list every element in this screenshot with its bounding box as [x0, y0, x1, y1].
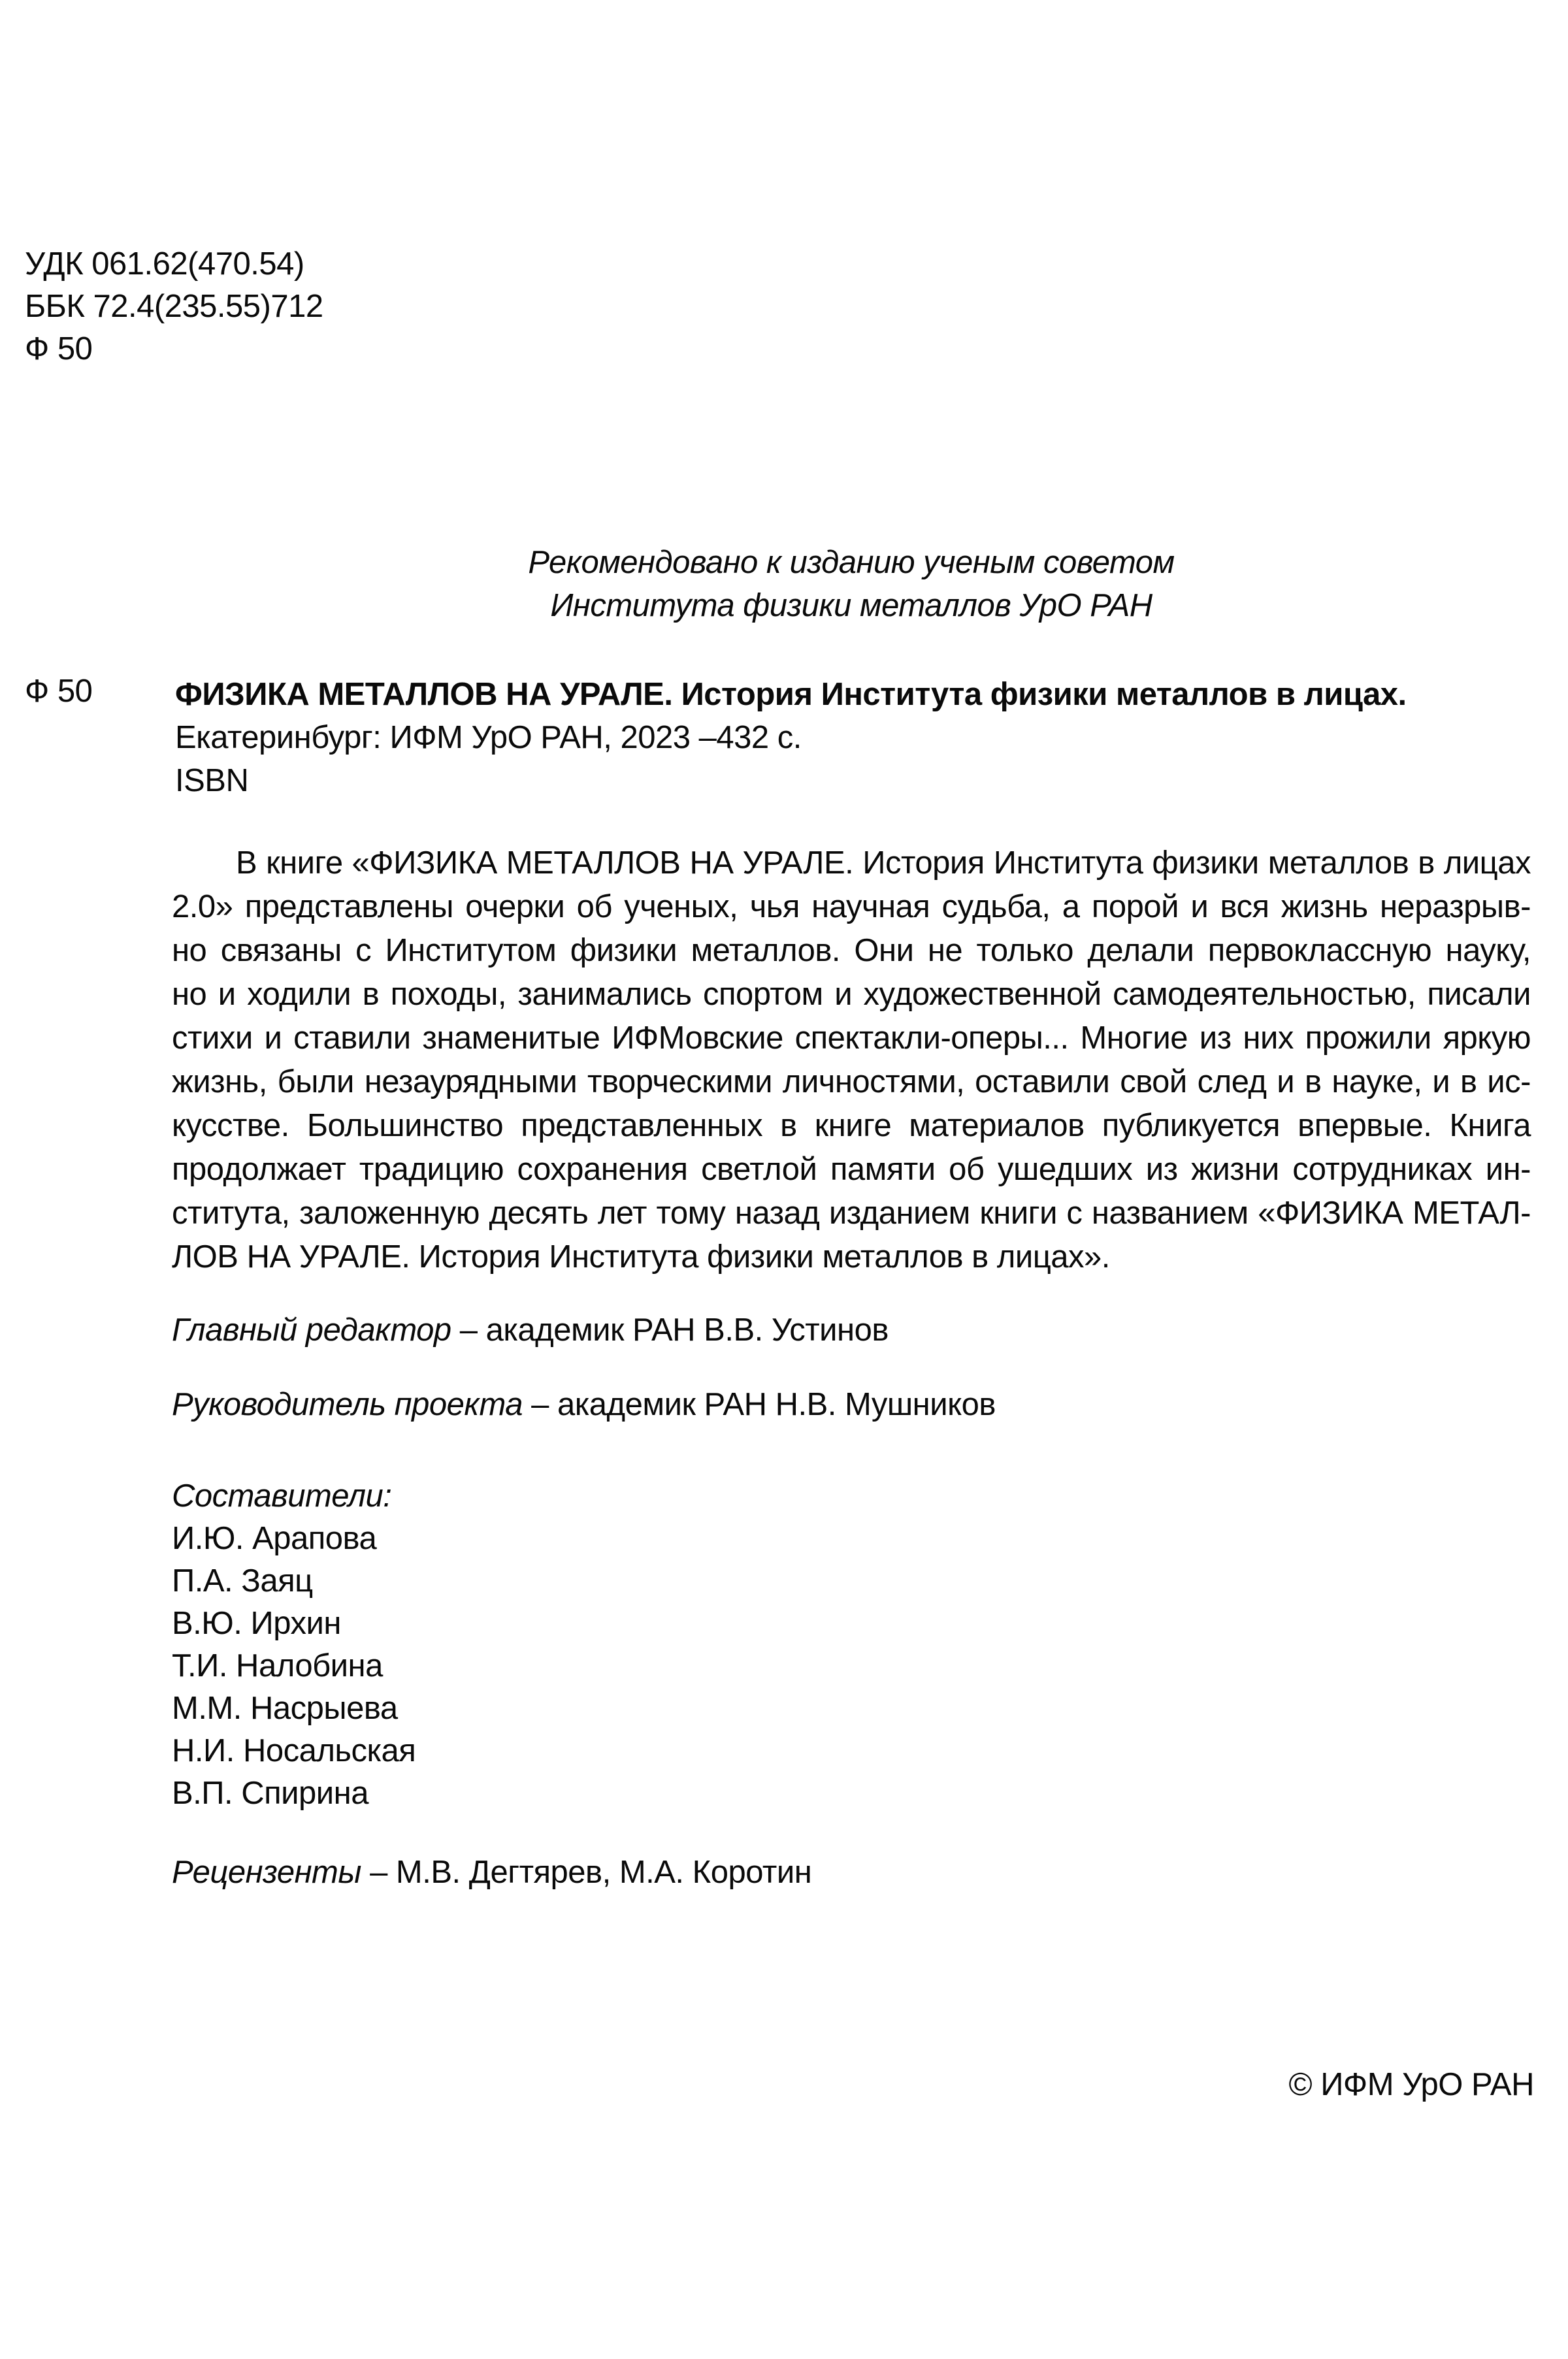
- copyright-notice: © ИФМ УрО РАН: [1288, 2067, 1534, 2102]
- bbk-number: ББК 72.4(235.55)712: [25, 289, 323, 324]
- compiler-name: В.П. Спирина: [172, 1776, 368, 1811]
- compiler-name: В.Ю. Ирхин: [172, 1606, 341, 1641]
- project-lead-role: Руководитель проекта: [172, 1387, 523, 1422]
- annotation-line: В книге «ФИЗИКА МЕТАЛЛОВ НА УРАЛЕ. История Института физики металлов в лицах: [236, 845, 1531, 881]
- chief-editor-role: Главный редактор: [172, 1312, 451, 1348]
- entry-author-sign: Ф 50: [25, 674, 93, 709]
- annotation-line: продолжает традицию сохранения светлой памяти об ушедших из жизни сотрудниках ин-: [172, 1152, 1531, 1187]
- annotation-paragraph: [172, 841, 1531, 1279]
- chief-editor-name: – академик РАН В.В. Устинов: [459, 1312, 889, 1348]
- reviewers-line: [172, 1854, 811, 1891]
- bibliographic-entry: [175, 673, 1531, 802]
- project-lead-name: – академик РАН Н.В. Мушников: [531, 1387, 996, 1422]
- annotation-line: ЛОВ НА УРАЛЕ. История Института физики металлов в лицах».: [172, 1239, 1110, 1275]
- recommendation-line-1: Рекомендовано к изданию ученым советом: [528, 545, 1175, 580]
- annotation-line: ститута, заложенную десять лет тому назад изданием книги с названием «ФИЗИКА МЕТАЛ-: [172, 1196, 1531, 1231]
- project-lead-line: [172, 1386, 996, 1423]
- reviewers-role: Рецензенты: [172, 1855, 361, 1890]
- udc-number: УДК 061.62(470.54): [25, 246, 304, 282]
- annotation-line: 2.0» представлены очерки об ученых, чья научная судьба, а порой и вся жизнь неразрыв-: [172, 889, 1531, 924]
- annotation-line: кусстве. Большинство представленных в книге материалов публикуется впервые. Книга: [172, 1108, 1531, 1143]
- compiler-name: Н.И. Носальская: [172, 1733, 416, 1768]
- classification-block: [25, 243, 323, 370]
- book-title: ФИЗИКА МЕТАЛЛОВ НА УРАЛЕ. История Института физики металлов в лицах.: [175, 677, 1407, 712]
- isbn-line: ISBN: [175, 763, 249, 798]
- annotation-line: жизнь, были незаурядными творческими личностями, оставили свой след и в науке, и в ис-: [172, 1064, 1531, 1099]
- recommendation-line-2: Института физики металлов УрО РАН: [550, 588, 1152, 623]
- compiler-name: И.Ю. Арапова: [172, 1521, 377, 1556]
- compiler-name: Т.И. Налобина: [172, 1648, 383, 1684]
- annotation-line: но связаны с Институтом физики металлов. Они не только делали первоклассную науку,: [172, 933, 1531, 968]
- compiler-name: П.А. Заяц: [172, 1563, 313, 1599]
- annotation-line: стихи и ставили знаменитые ИФМовские спектакли-оперы... Многие из них прожили яркую: [172, 1020, 1531, 1056]
- author-sign: Ф 50: [25, 331, 93, 366]
- annotation-line: но и ходили в походы, занимались спортом и художественной самодеятельностью, писали: [172, 977, 1531, 1012]
- compiler-name: М.М. Насрыева: [172, 1691, 398, 1726]
- recommendation-block: [172, 541, 1531, 627]
- imprint-line: Екатеринбург: ИФМ УрО РАН, 2023 –432 с.: [175, 720, 802, 755]
- compilers-heading: Составители:: [172, 1478, 392, 1514]
- chief-editor-line: [172, 1312, 889, 1348]
- reviewers-names: – М.В. Дегтярев, М.А. Коротин: [370, 1855, 812, 1890]
- compilers-block: [172, 1475, 416, 1815]
